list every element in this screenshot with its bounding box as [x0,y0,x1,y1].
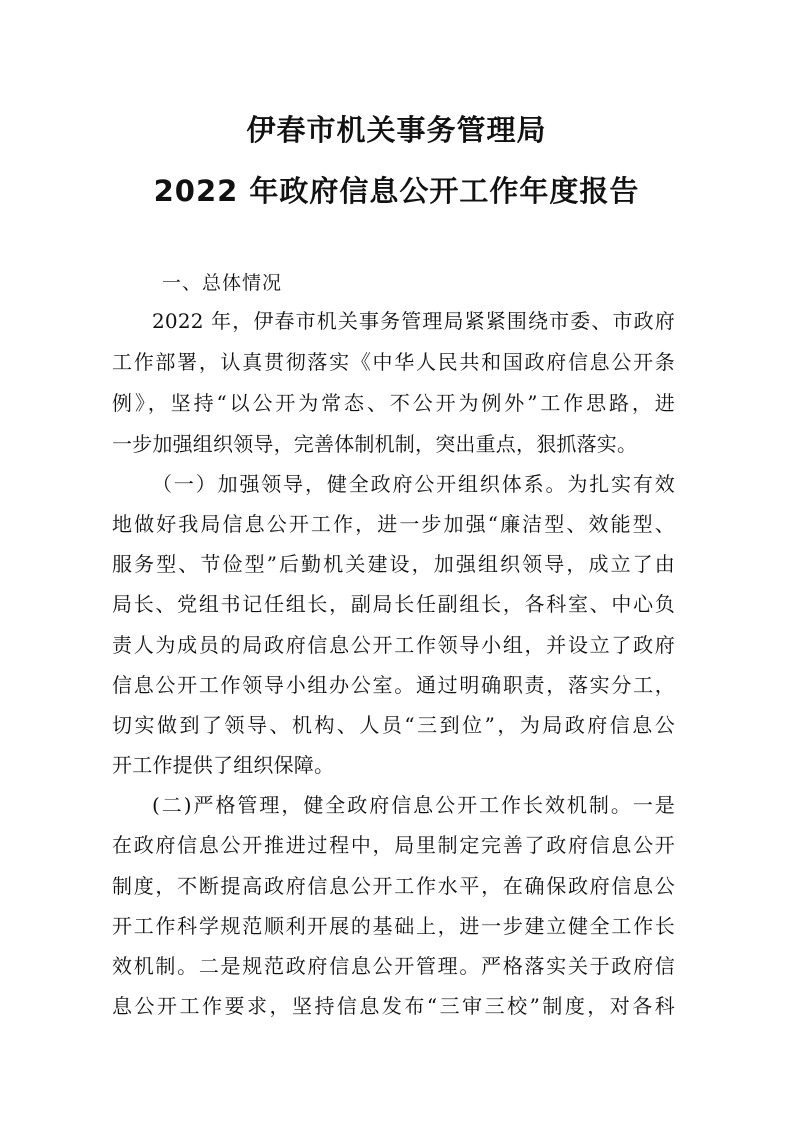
paragraph-line: (二)严格管理，健全政府信息公开工作长效机制。一是 [152,793,675,817]
paragraph-line: 开工作提供了组织保障。 [112,753,335,777]
paragraph-line: 制度，不断提高政府信息公开工作水平，在确保政府信息公 [112,874,675,898]
paragraph-line: 2022 年，伊春市机关事务管理局紧紧围绕市委、市政府 [152,309,675,333]
paragraph-line: 例》，坚持“以公开为常态、不公开为例外”工作思路，进 [112,391,675,415]
paragraph-line: 一步加强组织领导，完善体制机制，突出重点，狠抓落实。 [112,432,638,456]
paragraph-line: 地做好我局信息公开工作，进一步加强“廉洁型、效能型、 [112,512,675,536]
paragraph-line: 信息公开工作领导小组办公室。通过明确职责，落实分工， [112,673,675,697]
section-heading: 一、总体情况 [162,272,283,294]
document-title-line-2: 2022 年政府信息公开工作年度报告 [153,174,640,208]
paragraph-line: 在政府信息公开推进过程中，局里制定完善了政府信息公开 [112,833,675,857]
paragraph-line: 工作部署，认真贯彻落实《中华人民共和国政府信息公开条 [112,350,675,374]
paragraph-line: （一）加强领导，健全政府公开组织体系。为扎实有效 [152,472,675,496]
document-title-line-1: 伊春市机关事务管理局 [246,113,547,147]
paragraph-line: 效机制。二是规范政府信息公开管理。严格落实关于政府信 [112,954,675,978]
paragraph-line: 服务型、节俭型”后勤机关建设，加强组织领导，成立了由 [112,552,675,576]
paragraph-line: 开工作科学规范顺利开展的基础上，进一步建立健全工作长 [112,914,675,938]
paragraph-line: 切实做到了领导、机构、人员“三到位”，为局政府信息公 [112,713,675,737]
paragraph-line: 局长、党组书记任组长，副局长任副组长，各科室、中心负 [112,592,675,616]
paragraph-line: 责人为成员的局政府信息公开工作领导小组，并设立了政府 [112,633,675,657]
paragraph-line: 息公开工作要求，坚持信息发布“三审三校”制度，对各科 [112,994,675,1018]
